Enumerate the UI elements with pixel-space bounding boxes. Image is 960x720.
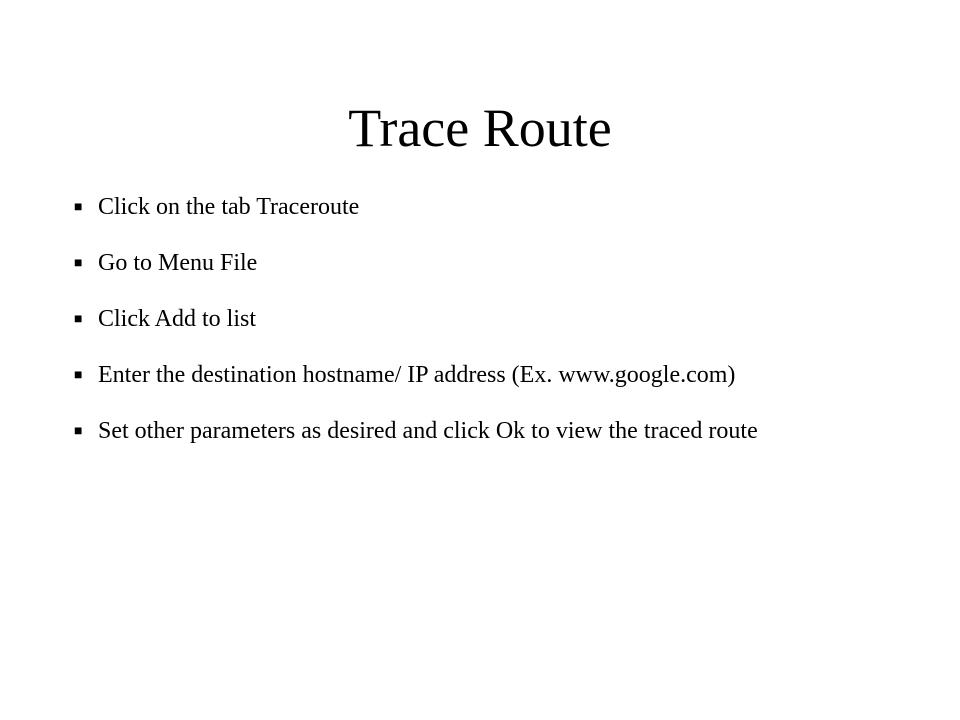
square-bullet-icon: ■: [74, 424, 83, 439]
bullet-text: Click on the tab Traceroute: [98, 194, 360, 220]
square-bullet-icon: ■: [74, 368, 83, 383]
bullet-item: [74, 192, 854, 223]
bullet-text: Go to Menu File: [98, 250, 258, 276]
bullet-text: Enter the destination hostname/ IP address (Ex. www.google.com): [98, 362, 736, 388]
bullet-item: [74, 360, 854, 391]
bullet-item: [74, 248, 854, 279]
square-bullet-icon: ■: [74, 200, 83, 215]
slide-title: Trace Route: [348, 98, 612, 158]
square-bullet-icon: ■: [74, 256, 83, 271]
bullet-item: [74, 416, 854, 447]
bullet-item: [74, 304, 854, 335]
bullet-text: Click Add to list: [98, 306, 257, 332]
bullet-text: Set other parameters as desired and click Ok to view the traced route: [98, 418, 758, 444]
square-bullet-icon: ■: [74, 312, 83, 327]
bullet-list: [74, 192, 854, 472]
